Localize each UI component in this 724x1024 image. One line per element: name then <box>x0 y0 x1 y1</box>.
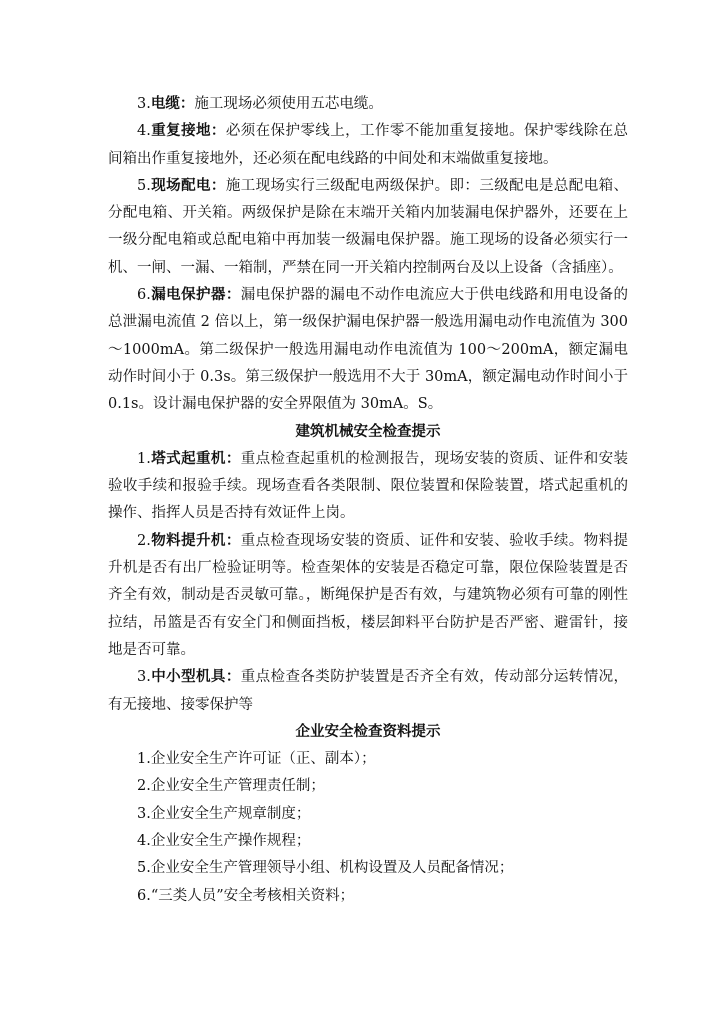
item-text: 重点检查各类防护装置是否齐全有效，传动部分运转情况，有无接地、接零保护等 <box>108 669 629 713</box>
item-number: 4. <box>137 123 151 140</box>
item-number: 1. <box>137 450 151 467</box>
item-colon: ： <box>210 123 226 140</box>
document-list-item: 4.企业安全生产操作规程； <box>137 833 311 850</box>
item-text: 重点检查起重机的检测报告，现场安装的资质、证件和安装验收手续和报验手续。现场查看各类限制、限位装置和保险装置，塔式起重机的操作、指挥人员是否持有效证件上岗。 <box>108 450 629 522</box>
power-item-3 <box>108 91 628 118</box>
item-term: 中小型机具 <box>150 669 226 686</box>
item-colon: ： <box>210 177 226 194</box>
item-colon: ： <box>225 287 241 304</box>
item-text: 重点检查现场安装的资质、证件和安装、验收手续。物料提升机是否有出厂检验证明等。检查架体的安装是否稳定可靠，限位保险装置是否齐全有效，制动是否灵敏可靠。，断绳保护是否有效，与建筑物必须有可靠的刚性拉结，吊篮是否有安全门和侧面挡板，楼层卸料平台防护是否严密、避雷针，接地是否可靠。 <box>108 532 629 658</box>
document-list-item: 1.企业安全生产许可证（正、副本）； <box>137 751 376 768</box>
item-colon: ： <box>225 450 241 467</box>
item-number: 6. <box>137 287 151 304</box>
item-term: 现场配电 <box>150 177 211 194</box>
item-number: 5. <box>137 177 151 194</box>
item-number: 3. <box>137 96 151 112</box>
item-term: 漏电保护器 <box>150 287 226 304</box>
machinery-item-1 <box>108 446 628 528</box>
document-list-item: 6.“三类人员”安全考核相关资料； <box>137 887 355 904</box>
item-colon: ： <box>225 669 241 686</box>
document-list-item: 3.企业安全生产规章制度； <box>137 805 311 822</box>
document-list-item: 2.企业安全生产管理责任制； <box>137 778 325 795</box>
document-list-item: 5.企业安全生产管理领导小组、机构设置及人员配备情况； <box>137 860 514 877</box>
power-item-6 <box>108 282 628 418</box>
item-colon: ： <box>179 96 195 112</box>
machinery-item-2 <box>108 528 628 664</box>
power-item-5 <box>108 173 628 282</box>
document-page <box>108 91 628 910</box>
item-number: 2. <box>137 532 151 549</box>
item-text: 必须在保护零线上，工作零不能加重复接地。保护零线除在总间箱出作重复接地外，还必须在配电线路的中间处和末端做重复接地。 <box>108 123 629 167</box>
documents-section-title: 企业安全检查资料提示 <box>295 723 441 740</box>
item-colon: ： <box>225 532 241 549</box>
power-item-4 <box>108 118 628 173</box>
item-text: 施工现场必须使用五芯电缆。 <box>194 96 383 112</box>
item-term: 重复接地 <box>150 123 211 140</box>
item-term: 塔式起重机 <box>150 450 226 467</box>
item-text: 施工现场实行三级配电两级保护。即：三级配电是总配电箱、分配电箱、开关箱。两级保护是除在末端开关箱内加装漏电保护器外，还要在上一级分配电箱或总配电箱中再加装一级漏电保护器。施工现场的设备必须实行一机、一闸、一漏、一箱制，严禁在同一开关箱内控制两台及以上设备（含插座）。 <box>108 177 629 276</box>
machinery-item-3 <box>108 664 628 719</box>
item-number: 3. <box>137 669 151 686</box>
item-term: 物料提升机 <box>150 532 226 549</box>
item-term: 电缆 <box>150 96 180 112</box>
item-text: 漏电保护器的漏电不动作电流应大于供电线路和用电设备的总泄漏电流值 2 倍以上，第一级保护漏电保护器一般选用漏电动作电流值为 300～1000mA。第二级保护一般选用漏电动作电流值为 100～200mA，额定漏电动作时间小于 0.3s。第三级保护一般选用不大于 30mA，额定漏电动作时间小于 0.1s。设计漏电保护器的安全界限值为 30mA。S。 <box>108 287 629 413</box>
machinery-section-title: 建筑机械安全检查提示 <box>295 423 441 440</box>
